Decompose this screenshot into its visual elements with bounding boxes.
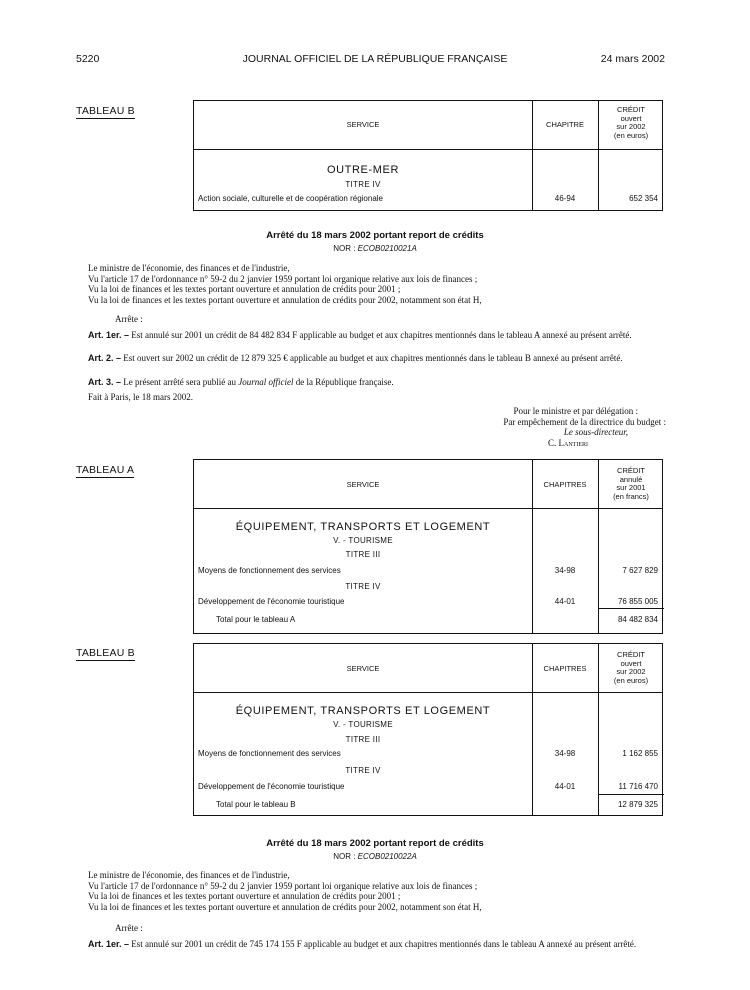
section-title: ÉQUIPEMENT, TRANSPORTS ET LOGEMENT <box>235 521 491 533</box>
col-chapitre-header: CHAPITRE <box>546 120 584 129</box>
table-row-chapitre: 44-01 <box>554 782 576 791</box>
section-title: ÉQUIPEMENT, TRANSPORTS ET LOGEMENT <box>235 705 491 717</box>
visa-line: Le ministre de l'économie, des finances et de l'industrie, <box>88 263 290 273</box>
row-label: Total pour le tableau B <box>216 800 296 809</box>
credit-header-line: ouvert <box>620 113 642 123</box>
column-divider <box>532 101 533 210</box>
article-text: Le présent arrêté sera publié au <box>123 377 239 387</box>
visa-line: Vu l'article 17 de l'ordonnance n° 59-2 du 2 janvier 1959 portant loi organique relative aux lois de finances ; <box>88 880 478 891</box>
col-credit-header <box>598 651 664 685</box>
table-row-chapitre: 34-98 <box>554 749 576 758</box>
table-label: TABLEAU B <box>76 647 135 659</box>
titre-heading: TITRE III <box>345 550 381 559</box>
article-label: Art. 3. – <box>88 377 122 387</box>
issue-date: 24 mars 2002 <box>600 53 665 65</box>
table-row-label <box>198 194 528 203</box>
page-number: 5220 <box>76 53 100 65</box>
article-1 <box>76 330 666 341</box>
visa-line: Vu la loi de finances et les textes portant ouverture et annulation de crédits pour 2001 ; <box>88 284 401 294</box>
visa-line: Vu la loi de finances et les textes portant ouverture et annulation de crédits pour 2002, notamment son état H, <box>88 294 482 305</box>
titre-heading: TITRE IV <box>345 766 381 775</box>
row-label: Moyens de fonctionnement des services <box>198 566 341 575</box>
col-service-header: SERVICE <box>346 664 380 673</box>
credit-header-line: CRÉDIT <box>617 466 645 475</box>
arrete-word: Arrête : <box>115 923 143 933</box>
row-label: Action sociale, culturelle et de coopération régionale <box>198 194 384 203</box>
signature-block <box>360 406 666 448</box>
total-row-label <box>216 800 528 809</box>
row-label: Développement de l'économie touristique <box>198 597 345 606</box>
table-row-label <box>198 782 528 791</box>
table-row-label <box>198 597 528 606</box>
titre-heading: TITRE III <box>345 735 381 744</box>
signature-line: Par empêchement de la directrice du budget : <box>503 416 666 427</box>
visa-block <box>88 870 668 912</box>
table-row-amount: 7 627 829 <box>622 566 658 575</box>
subtotal-rule <box>598 794 664 795</box>
col-credit-header <box>598 106 664 140</box>
article-2 <box>76 353 666 364</box>
table-row-amount: 11 716 470 <box>618 782 658 791</box>
credit-header-line: sur 2002 <box>616 122 646 131</box>
subsection-title: V. - TOURISME <box>333 720 393 729</box>
credit-header-line: annulé <box>619 474 643 484</box>
titre-heading: TITRE IV <box>345 582 381 591</box>
table-row-amount: 76 855 005 <box>617 597 658 606</box>
table-row-label <box>198 749 528 758</box>
row-label: Développement de l'économie touristique <box>198 782 345 791</box>
article-label: Art. 1er. – <box>88 330 130 340</box>
credit-header-line: sur 2001 <box>616 483 646 492</box>
nor-prefix: NOR : <box>333 244 358 253</box>
signature-role: Le sous-directeur, <box>563 427 628 437</box>
row-label: Moyens de fonctionnement des services <box>198 749 341 758</box>
table-row-chapitre: 46-94 <box>554 194 576 203</box>
nor-prefix: NOR : <box>333 852 358 861</box>
visa-line: Vu la loi de finances et les textes portant ouverture et annulation de crédits pour 2001 ; <box>88 891 401 901</box>
table-row-amount: 652 354 <box>629 194 658 203</box>
total-row-label <box>216 615 528 624</box>
article-text: Est annulé sur 2001 un crédit de 84 482 834 F applicable au budget et aux chapitres mentionnés dans le tableau A annexé au présent arrêté. <box>131 330 632 340</box>
table-label: TABLEAU B <box>76 105 135 117</box>
journal-name: Journal officiel <box>238 377 294 387</box>
total-amount: 12 879 325 <box>617 800 658 809</box>
visa-block <box>88 263 668 305</box>
credit-header-line: ouvert <box>620 658 642 668</box>
col-chapitre-header: CHAPITRES <box>543 664 587 673</box>
article-1 <box>76 939 666 950</box>
subtotal-rule <box>598 608 664 609</box>
signature-line: Pour le ministre et par délégation : <box>513 406 638 416</box>
table-row-chapitre: 34-98 <box>554 566 576 575</box>
col-chapitre-header: CHAPITRES <box>543 480 587 489</box>
journal-title: JOURNAL OFFICIEL DE LA RÉPUBLIQUE FRANÇAISE <box>242 53 508 65</box>
table-row-amount: 1 162 855 <box>622 749 658 758</box>
table-a-equipement <box>193 459 663 634</box>
credit-header-line: CRÉDIT <box>617 105 645 114</box>
credit-header-line: (en euros) <box>613 130 649 140</box>
table-label: TABLEAU A <box>76 464 135 476</box>
table-row-chapitre: 44-01 <box>554 597 576 606</box>
nor-code: ECOB0210022A <box>357 852 417 861</box>
nor-reference <box>0 852 750 861</box>
col-service-header: SERVICE <box>346 120 380 129</box>
row-label: Total pour le tableau A <box>216 615 296 624</box>
titre-heading: TITRE IV <box>345 180 381 189</box>
table-b-equipement <box>193 643 663 816</box>
article-label: Art. 1er. – <box>88 939 130 949</box>
col-service-header: SERVICE <box>346 480 380 489</box>
total-amount: 84 482 834 <box>617 615 658 624</box>
article-text: Est annulé sur 2001 un crédit de 745 174 155 F applicable au budget et aux chapitres mentionnés dans le tableau A annexé au présent arrêté. <box>131 939 637 949</box>
credit-header-line: CRÉDIT <box>617 650 645 659</box>
fait-a: Fait à Paris, le 18 mars 2002. <box>88 392 193 402</box>
table-b-outre-mer <box>193 100 663 211</box>
article-text: de la République française. <box>293 377 394 387</box>
article-3 <box>76 377 666 388</box>
visa-line: Vu la loi de finances et les textes portant ouverture et annulation de crédits pour 2002, notamment son état H, <box>88 901 482 912</box>
table-row-label <box>198 566 528 575</box>
arrete-title: Arrêté du 18 mars 2002 portant report de crédits <box>266 838 484 849</box>
article-text: Est ouvert sur 2002 un crédit de 12 879 325 € applicable au budget et aux chapitres mentionnés dans le tableau B annexé au présent arrêté. <box>123 353 623 363</box>
arrete-title: Arrêté du 18 mars 2002 portant report de crédits <box>266 230 484 241</box>
nor-code: ECOB0210021A <box>357 244 417 253</box>
credit-header-line: (en francs) <box>613 491 649 501</box>
visa-line: Le ministre de l'économie, des finances et de l'industrie, <box>88 870 290 880</box>
arrete-word: Arrête : <box>115 314 143 324</box>
signatory-name: C. Lantieri <box>548 437 588 448</box>
col-credit-header <box>598 467 664 501</box>
article-label: Art. 2. – <box>88 353 122 363</box>
subsection-title: V. - TOURISME <box>333 536 393 545</box>
credit-header-line: sur 2002 <box>616 667 646 676</box>
nor-reference <box>0 244 750 253</box>
section-title: OUTRE-MER <box>326 164 399 176</box>
visa-line: Vu l'article 17 de l'ordonnance n° 59-2 du 2 janvier 1959 portant loi organique relative aux lois de finances ; <box>88 273 478 284</box>
credit-header-line: (en euros) <box>613 675 649 685</box>
